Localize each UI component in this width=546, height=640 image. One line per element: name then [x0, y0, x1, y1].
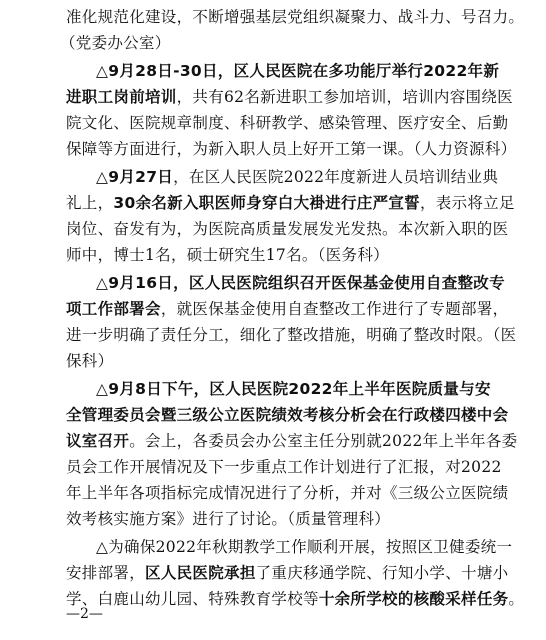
text-segment: 效考核实施方案》进行了讨论。（质量管理科） [66, 510, 391, 528]
text-line [66, 480, 509, 506]
text-segment: 礼上， [66, 194, 114, 212]
bold-text: 9月16日，区人民医院组织召开医保基金使用自查整改专 [108, 274, 505, 292]
text-line [66, 190, 515, 216]
text-segment: 院文化、医院规章制度、科研教学、感染管理、医疗安全、后勤 [66, 114, 509, 132]
text-segment: 保障等方面进行，为新入职人员上好开工第一课。（人力资源科） [66, 140, 517, 158]
text-line [66, 136, 517, 162]
text-segment: 师中，博士1名，硕士研究生17名。（医务科） [66, 246, 389, 264]
text-segment: 保科） [66, 352, 114, 370]
text-line [60, 30, 496, 56]
text-segment: 了重庆移通学院、行知小学、十塘小 [255, 564, 509, 582]
text-line [66, 506, 496, 532]
page-number: —2— [66, 606, 103, 622]
text-segment: 岗位、奋发有为，为医院高质量发展发光发热。本次新入职的医 [66, 220, 509, 238]
text-segment: 员会工作开展情况及下一步重点工作计划进行了汇报，对2022 [66, 458, 502, 476]
text-line [66, 428, 518, 454]
text-segment: ，就医保基金使用自查整改工作进行了专题部署， [160, 300, 509, 318]
text-segment: ，共有62名新进职工参加培训，培训内容围绕医 [176, 88, 513, 106]
text-line [66, 242, 496, 268]
text-line [66, 322, 517, 348]
text-line [66, 348, 496, 374]
text-segment: △ [96, 274, 109, 292]
text-line [96, 270, 505, 296]
text-segment: ，在区人民医院2022年度新进人员培训结业典 [173, 168, 499, 186]
text-segment: 学、白鹿山幼儿园、特殊教育学校等 [66, 590, 319, 608]
bold-text: 区人民医院承担 [145, 564, 256, 582]
bold-text: 9月27日 [108, 168, 174, 186]
text-line [66, 454, 502, 480]
text-segment: △ [96, 62, 109, 80]
bold-text: 9月28日-30日，区人民医院在多功能厅举行2022年新 [108, 62, 500, 80]
text-line [66, 402, 509, 428]
bold-text: 9月8日下午，区人民医院2022年上半年医院质量与安 [108, 380, 491, 398]
text-segment: 。会上，各委员会办公室主任分别就2022年上半年各委 [129, 432, 518, 450]
text-segment: △为确保2022年秋期教学工作顺利开展，按照区卫健委统一 [96, 538, 513, 556]
text-segment: 准化规范化建设，不断增强基层党组织凝聚力、战斗力、号召力。 [66, 8, 525, 26]
text-line [96, 376, 496, 402]
text-segment: 年上半年各项指标完成情况进行了分析，并对《三级公立医院绩 [66, 484, 509, 502]
bold-text: 进职工岗前培训 [66, 88, 177, 106]
text-line [96, 534, 513, 560]
text-line [66, 586, 525, 612]
bold-text: 十余所学校的核酸采样任务 [318, 590, 509, 608]
text-line [66, 560, 509, 586]
bold-text: 议室召开 [66, 432, 130, 450]
bold-text: 30余名新入职医师身穿白大褂进行庄严宣誓 [113, 194, 420, 212]
text-line [96, 58, 500, 84]
text-segment: △ [96, 380, 109, 398]
text-line [66, 110, 509, 136]
text-line [96, 164, 499, 190]
text-segment: 安排部署， [66, 564, 146, 582]
text-segment: 。 [508, 590, 525, 608]
text-line [66, 4, 525, 30]
bold-text: 全管理委员会暨三级公立医院绩效考核分析会在行政楼四楼中会 [66, 406, 509, 424]
text-segment: △ [96, 168, 109, 186]
text-line [66, 84, 513, 110]
text-segment: 进一步明确了责任分工，细化了整改措施，明确了整改时限。（医 [66, 326, 517, 344]
text-line [66, 216, 509, 242]
text-line [66, 296, 509, 322]
text-segment: （党委办公室） [60, 34, 171, 52]
text-segment: ，表示将立足 [419, 194, 515, 212]
bold-text: 项工作部署会 [66, 300, 161, 318]
